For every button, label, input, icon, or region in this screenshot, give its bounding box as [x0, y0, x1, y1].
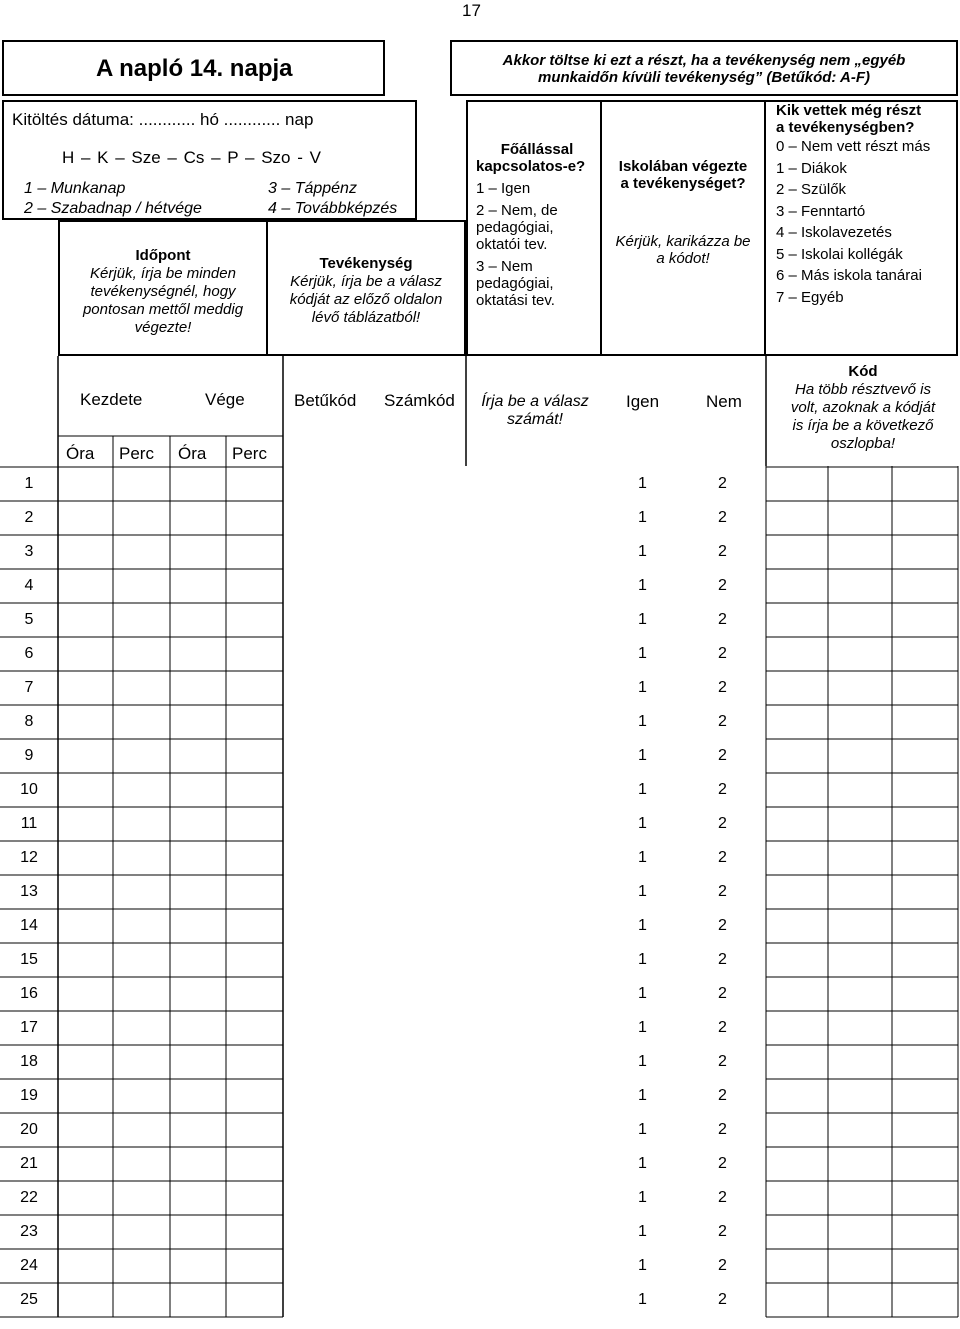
- option-igen[interactable]: 1: [638, 781, 647, 798]
- row-number: 24: [20, 1257, 38, 1274]
- option-igen[interactable]: 1: [638, 951, 647, 968]
- day-type-sickleave: 3 – Táppénz: [268, 180, 357, 197]
- option-igen[interactable]: 1: [638, 577, 647, 594]
- option-nem[interactable]: 2: [718, 1223, 727, 1240]
- row-number: 20: [20, 1121, 38, 1138]
- row-number: 17: [20, 1019, 38, 1036]
- option-igen[interactable]: 1: [638, 679, 647, 696]
- option-igen[interactable]: 1: [638, 475, 647, 492]
- option-igen[interactable]: 1: [638, 1087, 647, 1104]
- row-number: 2: [24, 509, 34, 526]
- option-igen[interactable]: 1: [638, 1257, 647, 1274]
- option-nem[interactable]: 2: [718, 1121, 727, 1138]
- option-nem[interactable]: 2: [718, 679, 727, 696]
- weekdays-line: H – K – Sze – Cs – P – Szo - V: [62, 148, 321, 167]
- idopont-header: Időpont Kérjük, írja be minden tevékenységnél, hogy pontosan mettől meddig végezte!: [82, 247, 244, 336]
- option-igen[interactable]: 1: [638, 1189, 647, 1206]
- page-number: 17: [462, 1, 481, 20]
- row-number: 9: [24, 747, 34, 764]
- row-number: 23: [20, 1223, 38, 1240]
- day-type-workday: 1 – Munkanap: [24, 180, 126, 197]
- header-vege: Vége: [205, 390, 245, 409]
- option-nem[interactable]: 2: [718, 1291, 727, 1308]
- header-igen: Igen: [626, 392, 660, 411]
- kik-header: Kik vettek még részt a tevékenységben? 0 – Nem vett részt más 1 – Diákok 2 – Szülők 3 – Fenntartó 4 – Iskolavezetés 5 – Iskolai kollégák 6 – Más iskola tanárai 7 – Egyéb: [776, 102, 931, 306]
- header-ora-end: Óra: [178, 444, 207, 463]
- option-nem[interactable]: 2: [718, 1019, 727, 1036]
- header-ora-start: Óra: [66, 444, 95, 463]
- option-igen[interactable]: 1: [638, 849, 647, 866]
- row-number: 13: [20, 883, 38, 900]
- option-nem[interactable]: 2: [718, 815, 727, 832]
- row-number: 22: [20, 1189, 38, 1206]
- option-nem[interactable]: 2: [718, 747, 727, 764]
- row-number: 14: [20, 917, 38, 934]
- option-nem[interactable]: 2: [718, 849, 727, 866]
- day-type-training: 4 – Továbbképzés: [268, 200, 398, 217]
- row-number: 18: [20, 1053, 38, 1070]
- option-nem[interactable]: 2: [718, 645, 727, 662]
- option-nem[interactable]: 2: [718, 1053, 727, 1070]
- option-igen[interactable]: 1: [638, 1291, 647, 1308]
- option-igen[interactable]: 1: [638, 1121, 647, 1138]
- option-nem[interactable]: 2: [718, 985, 727, 1002]
- row-number: 15: [20, 951, 38, 968]
- row-number: 8: [24, 713, 34, 730]
- row-number: 6: [24, 645, 34, 662]
- row-number: 21: [20, 1155, 38, 1172]
- option-nem[interactable]: 2: [718, 611, 727, 628]
- option-nem[interactable]: 2: [718, 917, 727, 934]
- option-igen[interactable]: 1: [638, 645, 647, 662]
- option-igen[interactable]: 1: [638, 1053, 647, 1070]
- option-igen[interactable]: 1: [638, 1155, 647, 1172]
- row-number: 25: [20, 1291, 38, 1308]
- option-nem[interactable]: 2: [718, 543, 727, 560]
- option-nem[interactable]: 2: [718, 1087, 727, 1104]
- option-nem[interactable]: 2: [718, 781, 727, 798]
- row-number: 16: [20, 985, 38, 1002]
- option-igen[interactable]: 1: [638, 611, 647, 628]
- fill-date-label: Kitöltés dátuma: ............ hó ............ nap: [12, 110, 314, 129]
- row-number: 4: [24, 577, 34, 594]
- option-nem[interactable]: 2: [718, 475, 727, 492]
- header-betukod: Betűkód: [294, 391, 357, 410]
- option-nem[interactable]: 2: [718, 1257, 727, 1274]
- header-perc-start: Perc: [119, 444, 154, 463]
- option-igen[interactable]: 1: [638, 509, 647, 526]
- tevekenyseg-header: Tevékenység Kérjük, írja be a válasz kódját az előző oldalon lévő táblázatból!: [289, 255, 443, 326]
- header-perc-end: Perc: [232, 444, 267, 463]
- header-irja: Írja be a válasz számát!: [481, 393, 589, 428]
- row-number: 12: [20, 849, 38, 866]
- option-nem[interactable]: 2: [718, 509, 727, 526]
- header-szamkod: Számkód: [384, 391, 455, 410]
- page-title: A napló 14. napja: [96, 55, 293, 82]
- option-igen[interactable]: 1: [638, 543, 647, 560]
- option-nem[interactable]: 2: [718, 577, 727, 594]
- header-kezdete: Kezdete: [80, 390, 143, 409]
- option-igen[interactable]: 1: [638, 815, 647, 832]
- row-number: 5: [24, 611, 34, 628]
- option-igen[interactable]: 1: [638, 985, 647, 1002]
- row-number: 19: [20, 1087, 38, 1104]
- option-nem[interactable]: 2: [718, 1189, 727, 1206]
- foallas-header: Főállással kapcsolatos-e? 1 – Igen 2 – Nem, de pedagógiai, oktatói tev. 3 – Nem pedagógiai, oktatási tev.: [476, 141, 586, 309]
- option-igen[interactable]: 1: [638, 1223, 647, 1240]
- day-type-weekend: 2 – Szabadnap / hétvége: [24, 200, 202, 217]
- right-header-text: Akkor töltse ki ezt a részt, ha a tevékenység nem „egyéb munkaidőn kívüli tevékenység” (Betűkód: A-F): [502, 52, 906, 86]
- header-nem: Nem: [706, 392, 742, 411]
- option-nem[interactable]: 2: [718, 713, 727, 730]
- option-igen[interactable]: 1: [638, 713, 647, 730]
- option-igen[interactable]: 1: [638, 1019, 647, 1036]
- option-nem[interactable]: 2: [718, 1155, 727, 1172]
- option-igen[interactable]: 1: [638, 747, 647, 764]
- option-igen[interactable]: 1: [638, 917, 647, 934]
- option-nem[interactable]: 2: [718, 883, 727, 900]
- header-kod: Kód Ha több résztvevő is volt, azoknak a kódját is írja be a következő oszlopba!: [790, 363, 936, 452]
- option-igen[interactable]: 1: [638, 883, 647, 900]
- iskolaban-header: Iskolában végezte a tevékenységet? Kérjük, karikázza be a kódot!: [615, 158, 751, 267]
- row-number: 10: [20, 781, 38, 798]
- row-number: 1: [24, 475, 34, 492]
- row-number: 11: [20, 815, 38, 832]
- row-number: 3: [24, 543, 34, 560]
- row-number: 7: [24, 679, 34, 696]
- option-nem[interactable]: 2: [718, 951, 727, 968]
